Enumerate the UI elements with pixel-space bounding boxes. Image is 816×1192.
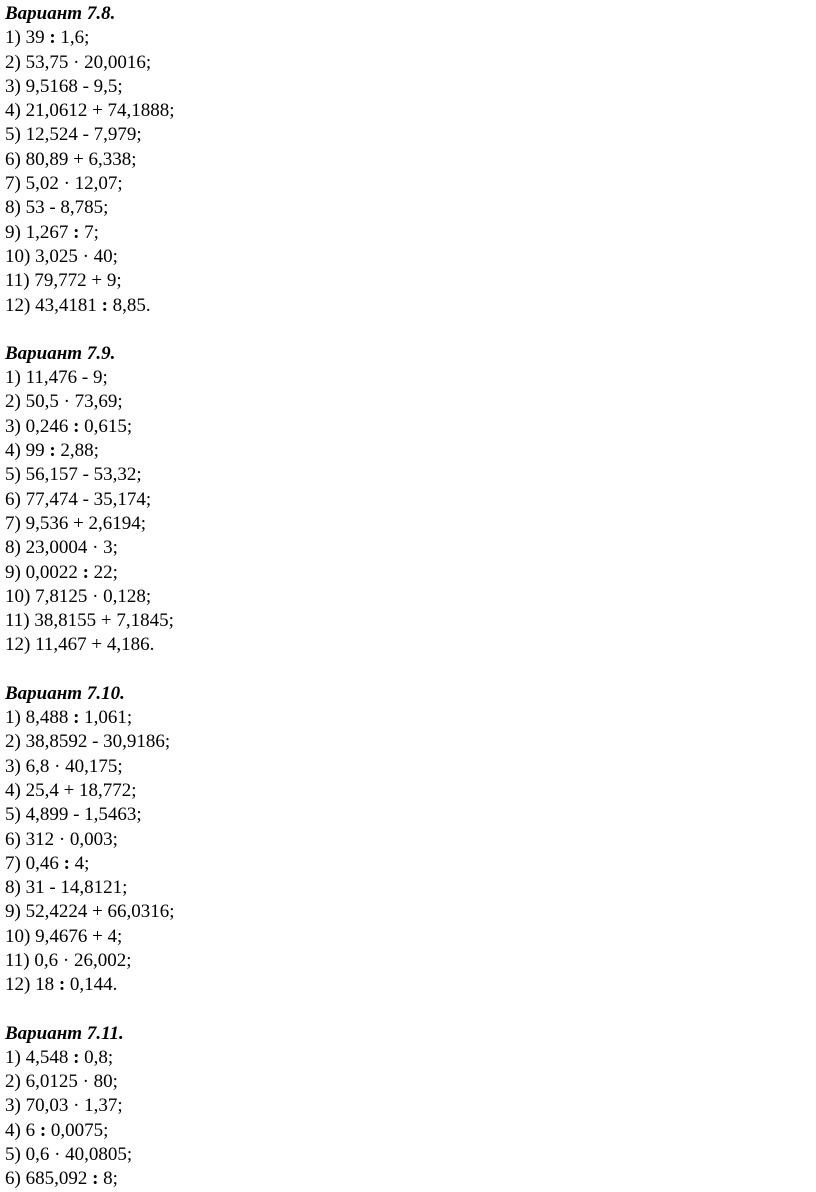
- task-item: 2) 50,5 · 73,69;: [5, 391, 123, 413]
- division-sign: :: [101, 294, 108, 316]
- division-sign: :: [58, 974, 66, 996]
- task-item: 4) 25,4 + 18,772;: [5, 779, 137, 801]
- task-item: 5) 0,6 · 40,0805;: [5, 1144, 133, 1166]
- task-item: 12) 11,467 + 4,186.: [5, 634, 155, 656]
- task-item: 6) 685,092 : 8;: [5, 1168, 118, 1190]
- task-item: 1) 4,548 : 0,8;: [5, 1046, 114, 1068]
- task-item: 3) 70,03 · 1,37;: [5, 1095, 123, 1117]
- task-item: 1) 39 : 1,6;: [5, 27, 90, 49]
- task-item: 7) 9,536 + 2,6194;: [5, 512, 147, 534]
- division-sign: :: [49, 440, 56, 462]
- task-item: 5) 12,524 - 7,979;: [5, 124, 142, 146]
- task-list: [5, 366, 816, 658]
- task-list: [5, 26, 816, 318]
- task-item: 9) 1,267 : 7;: [5, 221, 99, 243]
- task-item: 2) 6,0125 · 80;: [5, 1071, 118, 1093]
- division-sign: :: [92, 1168, 99, 1190]
- task-item: 7) 5,02 · 12,07;: [5, 173, 123, 195]
- task-item: 12) 18 : 0,144.: [5, 974, 118, 996]
- task-item: 4) 99 : 2,88;: [5, 440, 99, 462]
- task-item: 6) 80,89 + 6,338;: [5, 148, 137, 170]
- task-item: 2) 53,75 · 20,0016;: [5, 51, 152, 73]
- division-sign: :: [73, 221, 80, 243]
- task-item: 8) 23,0004 · 3;: [5, 537, 118, 559]
- task-item: 10) 3,025 · 40;: [5, 245, 118, 267]
- task-item: 8) 31 - 14,8121;: [5, 877, 128, 899]
- task-list: [5, 1046, 816, 1192]
- task-item: 6) 312 · 0,003;: [5, 828, 118, 850]
- variant-7-10: [5, 682, 816, 998]
- task-item: 11) 38,8155 + 7,1845;: [5, 610, 174, 632]
- division-sign: :: [82, 561, 89, 583]
- variant-title: Вариант 7.10.: [5, 682, 125, 704]
- task-item: 1) 11,476 - 9;: [5, 367, 108, 389]
- task-item: 11) 79,772 + 9;: [5, 270, 122, 292]
- variant-title: Вариант 7.9.: [5, 342, 116, 364]
- variant-title: Вариант 7.8.: [5, 3, 116, 24]
- division-sign: :: [73, 1046, 80, 1068]
- division-sign: :: [39, 1119, 47, 1141]
- variant-title: Вариант 7.11.: [5, 1022, 124, 1044]
- task-item: 3) 0,246 : 0,615;: [5, 415, 133, 437]
- task-item: 12) 43,4181 : 8,85.: [5, 294, 151, 316]
- task-item: 9) 0,0022 : 22;: [5, 561, 118, 583]
- task-item: 4) 21,0612 + 74,1888;: [5, 100, 175, 122]
- variant-7-11: [5, 1022, 816, 1192]
- task-item: 11) 0,6 · 26,002;: [5, 949, 132, 971]
- task-item: 7) 0,46 : 4;: [5, 852, 90, 874]
- task-item: 5) 56,157 - 53,32;: [5, 464, 142, 486]
- task-list: [5, 706, 816, 998]
- task-item: 10) 7,8125 · 0,128;: [5, 585, 152, 607]
- task-item: 9) 52,4224 + 66,0316;: [5, 901, 175, 923]
- division-sign: :: [63, 852, 70, 874]
- division-sign: :: [73, 707, 80, 729]
- division-sign: :: [73, 415, 80, 437]
- task-item: 8) 53 - 8,785;: [5, 197, 109, 219]
- variant-7-8: [5, 2, 816, 318]
- task-item: 6) 77,474 - 35,174;: [5, 488, 152, 510]
- task-item: 4) 6 : 0,0075;: [5, 1119, 109, 1141]
- task-item: 3) 6,8 · 40,175;: [5, 755, 123, 777]
- task-item: 10) 9,4676 + 4;: [5, 925, 123, 947]
- task-item: 1) 8,488 : 1,061;: [5, 707, 133, 729]
- task-item: 2) 38,8592 - 30,9186;: [5, 731, 171, 753]
- variant-7-9: [5, 342, 816, 658]
- task-item: 5) 4,899 - 1,5463;: [5, 804, 142, 826]
- division-sign: :: [49, 27, 56, 49]
- task-item: 3) 9,5168 - 9,5;: [5, 75, 123, 97]
